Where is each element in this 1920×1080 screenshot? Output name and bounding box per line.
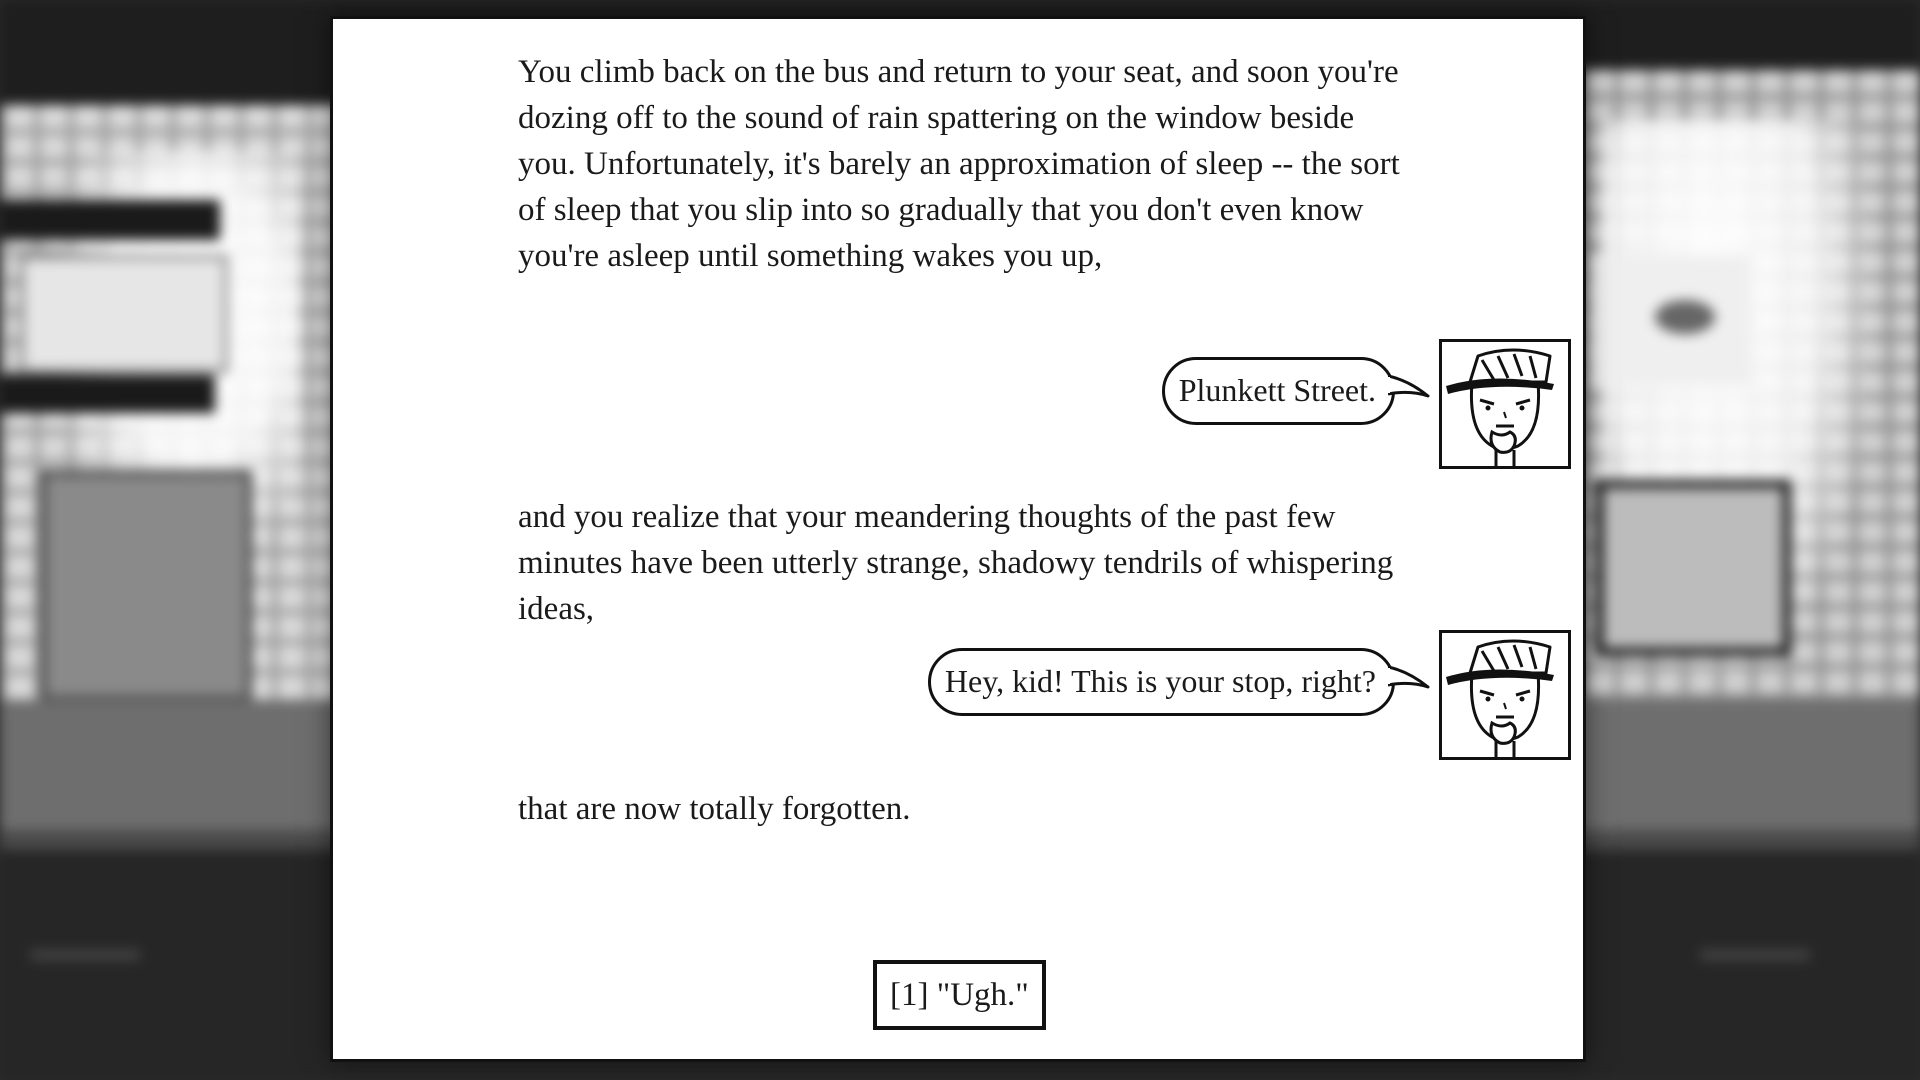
background-poster-left <box>20 255 228 373</box>
dialogue-line <box>1162 339 1571 469</box>
bus-driver-portrait-icon <box>1439 339 1571 469</box>
story-panel <box>330 16 1586 1062</box>
speech-bubble <box>928 648 1395 716</box>
choice-button-ugh[interactable]: [1] "Ugh." <box>873 960 1046 1030</box>
background-lane-marking <box>30 950 140 960</box>
speech-bubble-tail-icon <box>1388 366 1432 406</box>
background-sign-bottom <box>0 375 215 413</box>
speech-bubble-tail-icon <box>1388 657 1432 697</box>
story-paragraph: that are now totally forgotten. <box>518 791 911 827</box>
background-lane-marking <box>1700 950 1810 960</box>
background-eye-icon <box>1655 300 1715 334</box>
bus-driver-portrait-icon <box>1439 630 1571 760</box>
speech-text: Hey, kid! This is your stop, right? <box>944 663 1376 699</box>
background-door <box>40 470 252 702</box>
story-paragraph: and you realize that your meandering thoughts of the past few minutes have been utterly strange, shadowy tendrils of whispering ideas, <box>518 499 1394 627</box>
dialogue-line <box>928 630 1571 760</box>
story-paragraph: You climb back on the bus and return to your seat, and soon you're dozing off to the sound of rain spattering on the window beside you. Unfortunately, it's barely an approximation of sleep -- the sort of sleep that you slip into so gradually that you don't even know you're asleep until something wakes you up, <box>518 54 1400 274</box>
background-sign-top <box>0 200 220 240</box>
speech-text: Plunkett Street. <box>1178 372 1376 408</box>
speech-bubble <box>1162 357 1395 425</box>
background-window <box>1595 480 1791 656</box>
